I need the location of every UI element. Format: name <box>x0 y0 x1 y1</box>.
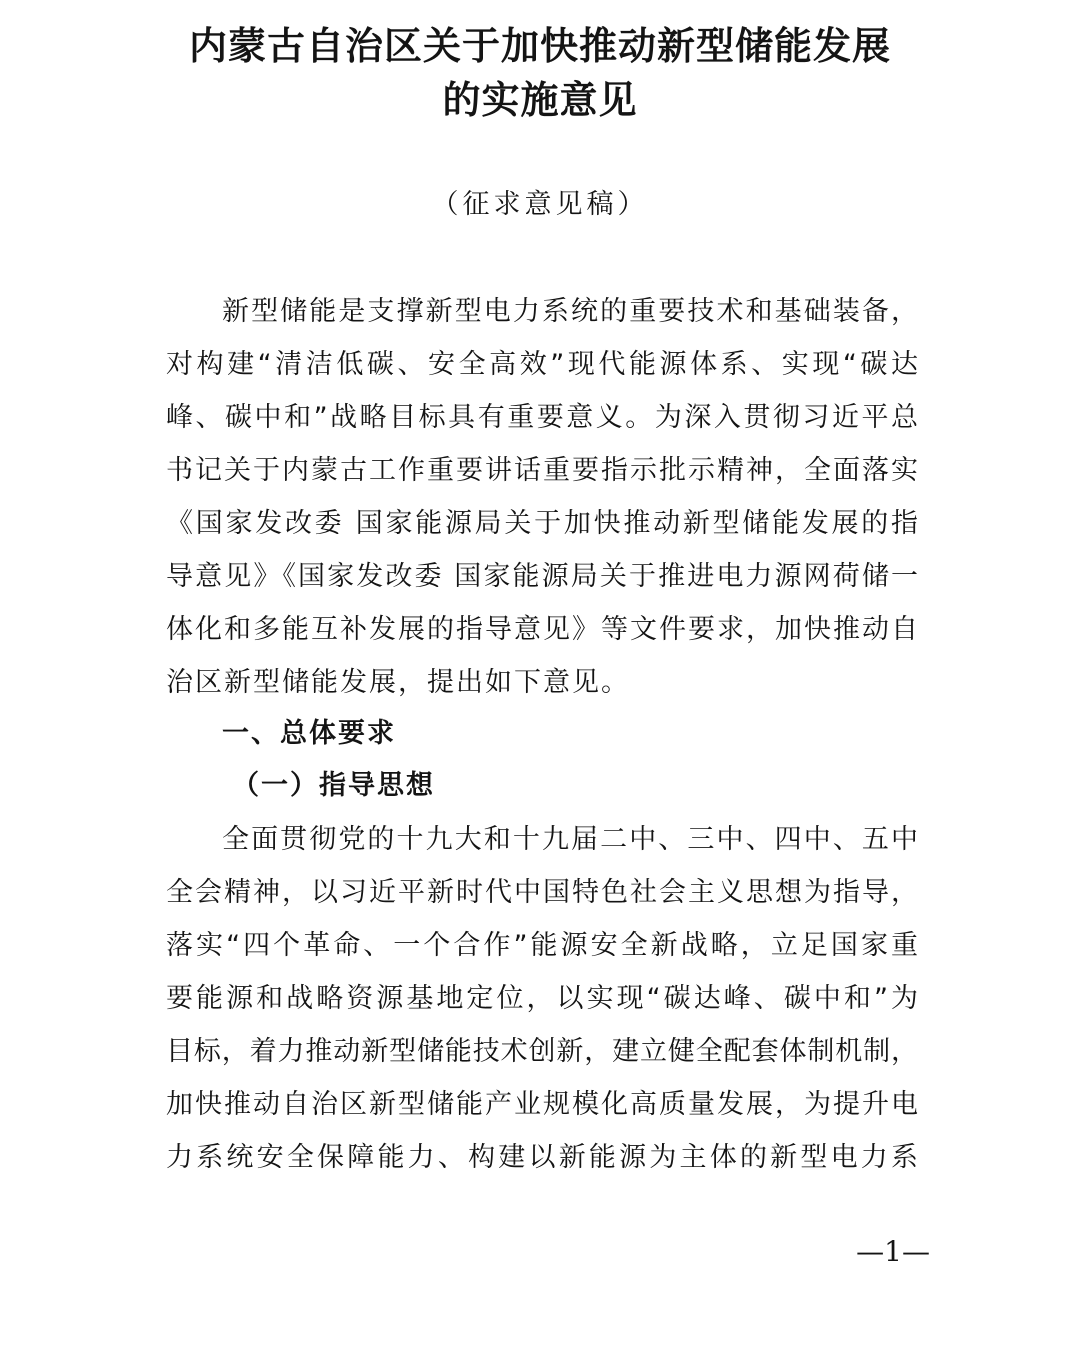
paragraph-1-line: 新型储能是支撑新型电力系统的重要技术和基础装备， <box>222 296 918 327</box>
page-number: —1— <box>856 1235 930 1268</box>
paragraph-1-line: 《国家发改委 国家能源局关于加快推动新型储能发展的指 <box>166 508 918 539</box>
subsection-heading: （一）指导思想 <box>232 770 435 801</box>
paragraph-2-line: 力系统安全保障能力、构建以新能源为主体的新型电力系 <box>166 1142 918 1173</box>
paragraph-1-line: 治区新型储能发展，提出如下意见。 <box>166 667 630 698</box>
document-title-line-1: 内蒙古自治区关于加快推动新型储能发展 <box>188 23 891 68</box>
section-heading: 一、总体要求 <box>222 718 396 749</box>
paragraph-1-line: 导意见》《国家发改委 国家能源局关于推进电力源网荷储一 <box>166 561 918 592</box>
paragraph-1-line: 体化和多能互补发展的指导意见》等文件要求，加快推动自 <box>166 614 918 645</box>
paragraph-2-line: 全面贯彻党的十九大和十九届二中、三中、四中、五中 <box>222 824 918 855</box>
paragraph-2-line: 要能源和战略资源基地定位，以实现“碳达峰、碳中和”为 <box>166 983 918 1014</box>
paragraph-2-line: 全会精神，以习近平新时代中国特色社会主义思想为指导， <box>166 877 918 908</box>
paragraph-2-line: 目标，着力推动新型储能技术创新，建立健全配套体制机制， <box>166 1036 918 1067</box>
paragraph-1-line: 书记关于内蒙古工作重要讲话重要指示批示精神，全面落实 <box>166 455 918 486</box>
document-title-line-2: 的实施意见 <box>442 77 638 122</box>
paragraph-2-line: 加快推动自治区新型储能产业规模化高质量发展，为提升电 <box>166 1089 918 1120</box>
document-subtitle: （征求意见稿） <box>431 189 649 220</box>
paragraph-1-line: 峰、碳中和”战略目标具有重要意义。为深入贯彻习近平总 <box>166 402 918 433</box>
paragraph-2-line: 落实“四个革命、一个合作”能源安全新战略，立足国家重 <box>166 930 918 961</box>
paragraph-1-line: 对构建“清洁低碳、安全高效”现代能源体系、实现“碳达 <box>166 349 918 380</box>
